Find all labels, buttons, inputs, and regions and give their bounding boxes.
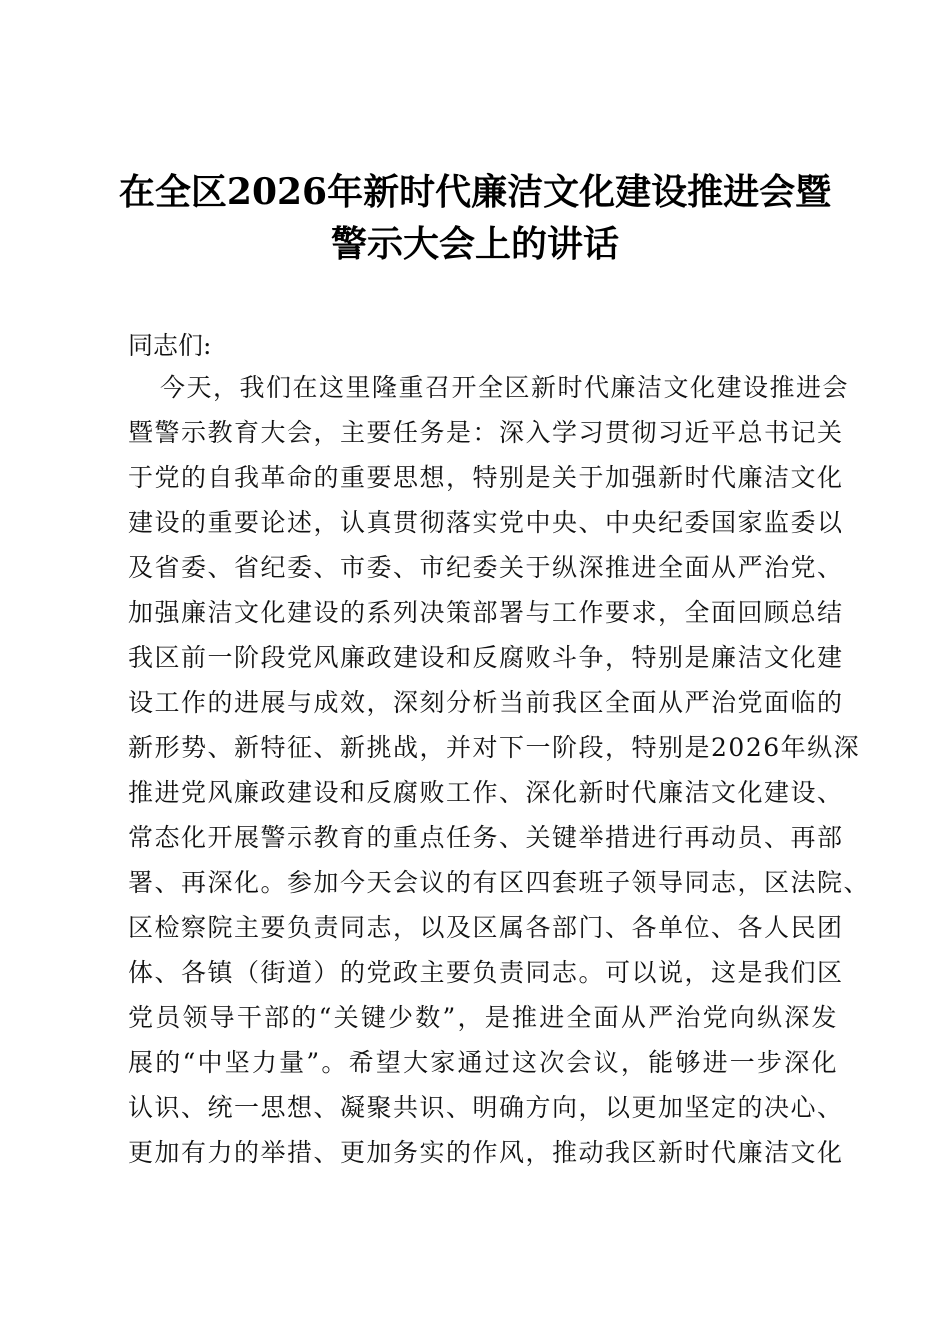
body-line: 体、各镇（街道）的党政主要负责同志。可以说，这是我们区 xyxy=(128,958,844,987)
body-line: 我区前一阶段党风廉政建设和反腐败斗争，特别是廉洁文化建 xyxy=(128,643,844,672)
body-line: 更加有力的举措、更加务实的作风，推动我区新时代廉洁文化 xyxy=(128,1138,844,1167)
body-line: 新形势、新特征、新挑战，并对下一阶段，特别是2026年纵深 xyxy=(128,733,861,762)
document-title-line-1: 在全区2026年新时代廉洁文化建设推进会暨 xyxy=(118,171,832,213)
document-title-line-2: 警示大会上的讲话 xyxy=(330,223,619,265)
body-line: 今天，我们在这里隆重召开全区新时代廉洁文化建设推进会 xyxy=(160,373,850,402)
body-line: 常态化开展警示教育的重点任务、关键举措进行再动员、再部 xyxy=(128,823,844,852)
body-line: 党员领导干部的“关键少数”，是推进全面从严治党向纵深发 xyxy=(128,1003,838,1032)
body-line: 署、再深化。参加今天会议的有区四套班子领导同志，区法院、 xyxy=(128,868,871,897)
body-line: 推进党风廉政建设和反腐败工作、深化新时代廉洁文化建设、 xyxy=(128,778,844,807)
body-line: 暨警示教育大会，主要任务是：深入学习贯彻习近平总书记关 xyxy=(128,418,844,447)
body-line: 于党的自我革命的重要思想，特别是关于加强新时代廉洁文化 xyxy=(128,463,844,492)
body-line: 建设的重要论述，认真贯彻落实党中央、中央纪委国家监委以 xyxy=(128,508,844,537)
body-line: 认识、统一思想、凝聚共识、明确方向，以更加坚定的决心、 xyxy=(128,1093,844,1122)
salutation: 同志们: xyxy=(128,331,212,360)
body-line: 加强廉洁文化建设的系列决策部署与工作要求，全面回顾总结 xyxy=(128,598,844,627)
body-line: 展的“中坚力量”。希望大家通过这次会议，能够进一步深化 xyxy=(128,1048,838,1077)
body-line: 及省委、省纪委、市委、市纪委关于纵深推进全面从严治党、 xyxy=(128,553,844,582)
body-line: 区检察院主要负责同志，以及区属各部门、各单位、各人民团 xyxy=(128,913,844,942)
body-line: 设工作的进展与成效，深刻分析当前我区全面从严治党面临的 xyxy=(128,688,844,717)
